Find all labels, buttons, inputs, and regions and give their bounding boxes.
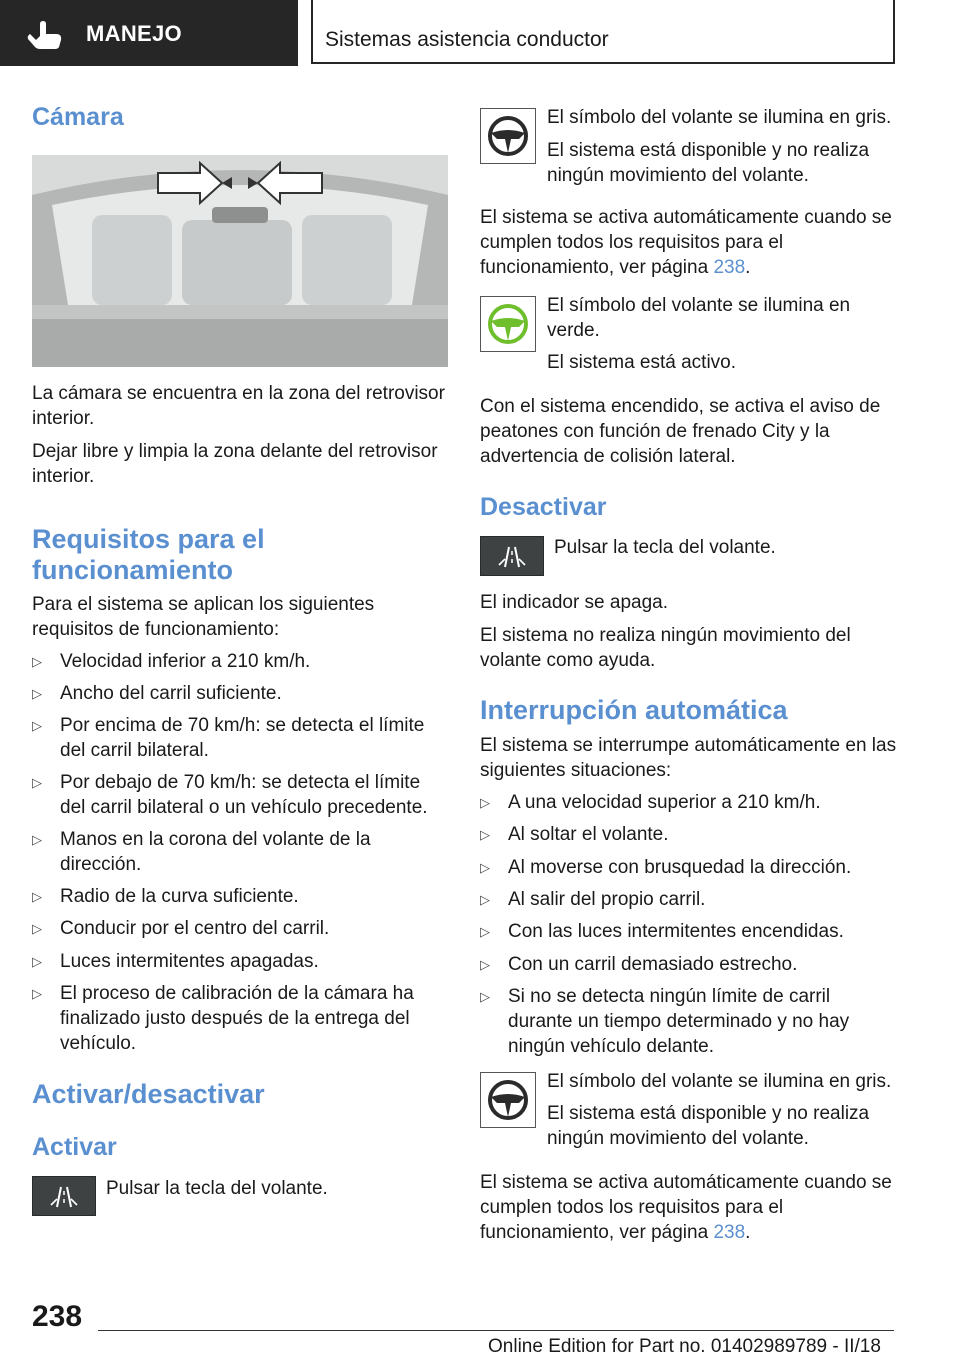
steering-wheel-gray-icon bbox=[480, 1072, 536, 1128]
interruption-heading: Interrupción automática bbox=[480, 695, 788, 725]
steering-wheel-gray-icon bbox=[480, 108, 536, 164]
interruption-intro: El sistema se interrumpe automáticamente en las siguientes situaciones: bbox=[480, 735, 897, 781]
triangle-bullet-icon: ▷ bbox=[32, 775, 42, 790]
no-movement-text: El sistema no realiza ningún movimiento del volante como ayuda. bbox=[480, 625, 851, 671]
car-interior-image bbox=[32, 155, 448, 367]
indicator-off-text: El indicador se apaga. bbox=[480, 592, 669, 613]
triangle-bullet-icon: ▷ bbox=[32, 986, 42, 1001]
triangle-bullet-icon: ▷ bbox=[480, 795, 490, 810]
triangle-bullet-icon: ▷ bbox=[32, 718, 42, 733]
activate-subheading: Activar bbox=[32, 1133, 117, 1161]
auto-activate-text: El sistema se activa automáticamente cuando se cumplen todos los requisitos para el funcionamiento, ver página 238. bbox=[480, 1172, 892, 1243]
activate-text: Pulsar la tecla del volante. bbox=[106, 1178, 328, 1199]
green-symbol-text: El símbolo del volante se ilumina en verde. bbox=[547, 295, 851, 341]
triangle-bullet-icon: ▷ bbox=[32, 832, 42, 847]
camera-illustration bbox=[32, 155, 448, 367]
lane-assist-button-icon bbox=[480, 536, 544, 576]
system-on-text: Con el sistema encendido, se activa el aviso de peatones con función de frenado City y la advertencia de colisión lateral. bbox=[480, 396, 881, 467]
hand-icon bbox=[26, 20, 66, 50]
page-reference-link[interactable]: 238 bbox=[713, 1222, 746, 1243]
triangle-bullet-icon: ▷ bbox=[480, 989, 490, 1004]
camera-heading: Cámara bbox=[32, 103, 124, 131]
footer-divider bbox=[98, 1330, 894, 1331]
triangle-bullet-icon: ▷ bbox=[480, 957, 490, 972]
section-tab bbox=[0, 0, 298, 66]
edition-text: Online Edition for Part no. 01402989789 - II/18 bbox=[488, 1336, 881, 1357]
deactivate-text: Pulsar la tecla del volante. bbox=[554, 537, 776, 558]
triangle-bullet-icon: ▷ bbox=[32, 889, 42, 904]
section-label: MANEJO bbox=[86, 21, 182, 46]
gray-symbol-text: El símbolo del volante se ilumina en gris. bbox=[547, 1071, 892, 1092]
page-number: 238 bbox=[32, 1300, 83, 1333]
triangle-bullet-icon: ▷ bbox=[480, 924, 490, 939]
chapter-header bbox=[311, 0, 895, 64]
camera-clean-text: Dejar libre y limpia la zona delante del retrovisor interior. bbox=[32, 441, 438, 487]
deactivate-heading: Desactivar bbox=[480, 493, 607, 521]
steering-wheel-green-icon bbox=[480, 296, 536, 352]
gray-available-text: El sistema está disponible y no realiza ningún movimiento del volante. bbox=[547, 140, 870, 186]
gray-available-text: El sistema está disponible y no realiza ningún movimiento del volante. bbox=[547, 1103, 870, 1149]
lane-assist-button-icon bbox=[32, 1176, 96, 1216]
triangle-bullet-icon: ▷ bbox=[480, 892, 490, 907]
page-reference-link[interactable]: 238 bbox=[713, 257, 746, 278]
activate-deactivate-heading: Activar/desactivar bbox=[32, 1079, 265, 1109]
requirements-heading: Requisitos para el funcionamiento bbox=[32, 524, 265, 585]
auto-activate-text: El sistema se activa automáticamente cuando se cumplen todos los requisitos para el funcionamiento, ver página 238. bbox=[480, 207, 892, 278]
triangle-bullet-icon: ▷ bbox=[32, 921, 42, 936]
camera-location-text: La cámara se encuentra en la zona del retrovisor interior. bbox=[32, 383, 445, 429]
triangle-bullet-icon: ▷ bbox=[480, 860, 490, 875]
triangle-bullet-icon: ▷ bbox=[32, 686, 42, 701]
triangle-bullet-icon: ▷ bbox=[480, 827, 490, 842]
triangle-bullet-icon: ▷ bbox=[32, 654, 42, 669]
gray-symbol-text: El símbolo del volante se ilumina en gris. bbox=[547, 107, 892, 128]
requirements-intro: Para el sistema se aplican los siguientes requisitos de funcionamiento: bbox=[32, 594, 375, 640]
system-active-text: El sistema está activo. bbox=[547, 352, 737, 373]
chapter-title: Sistemas asistencia conductor bbox=[325, 28, 609, 51]
triangle-bullet-icon: ▷ bbox=[32, 954, 42, 969]
